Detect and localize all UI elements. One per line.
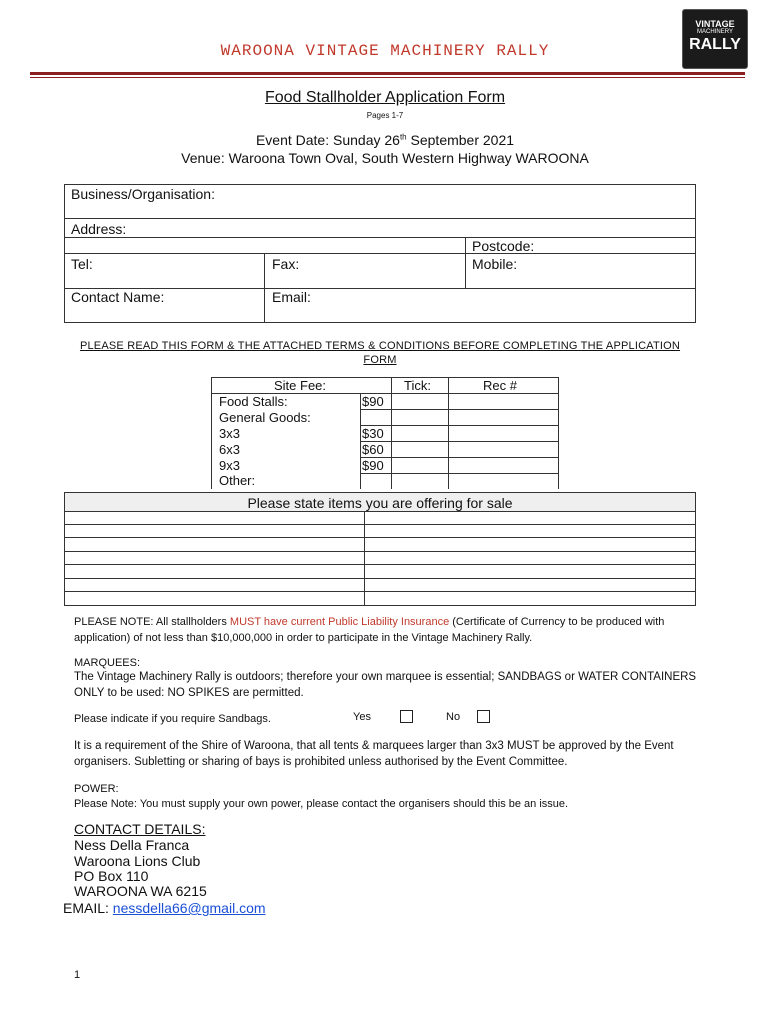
contact-name-field[interactable]: Contact Name: <box>71 289 165 305</box>
divider <box>360 441 559 442</box>
contact-po: PO Box 110 <box>74 868 149 884</box>
fee-row-price: $60 <box>362 442 384 457</box>
event-date <box>0 132 770 148</box>
contact-name: Ness Della Franca <box>74 837 190 853</box>
contact-title: CONTACT DETAILS: <box>74 821 206 837</box>
fee-row-price: $90 <box>362 394 384 409</box>
divider <box>64 524 696 525</box>
business-field[interactable]: Business/Organisation: <box>71 186 215 202</box>
marquees-text: The Vintage Machinery Rally is outdoors; therefore your own marquee is essential; SANDBAGS or WATER CONTAINERS ONLY to be used: NO SPIKES are permitted. <box>74 671 697 699</box>
insurance-pre: PLEASE NOTE: All stallholders <box>74 616 230 628</box>
divider <box>64 253 696 254</box>
divider <box>64 537 696 538</box>
venue: Venue: Waroona Town Oval, South Western Highway WAROONA <box>181 150 589 166</box>
divider <box>364 512 365 606</box>
logo-line-2: MACHINERY <box>697 29 733 35</box>
site-fee-header: Site Fee: <box>274 378 327 393</box>
divider <box>360 409 559 410</box>
insurance-note <box>74 614 704 646</box>
email-field[interactable]: Email: <box>272 289 311 305</box>
items-table-header: Please state items you are offering for sale <box>247 495 513 511</box>
fee-row-label: 9x3 <box>219 458 240 473</box>
page-number: 1 <box>74 969 81 981</box>
rec-header: Rec # <box>483 378 517 393</box>
fee-row-price: $90 <box>362 458 384 473</box>
divider <box>64 237 696 238</box>
event-date-prefix: Event Date: Sunday 26 <box>255 132 400 148</box>
fee-row-label: 6x3 <box>219 442 240 457</box>
fee-row-price: $30 <box>362 426 384 441</box>
sandbags-no-label: No <box>446 711 461 723</box>
divider <box>465 237 466 288</box>
header-rule-thin <box>30 77 745 78</box>
header-rule <box>30 72 745 75</box>
divider <box>391 377 392 489</box>
contact-town: WAROONA WA 6215 <box>74 883 207 899</box>
sandbags-question: Please indicate if you require Sandbags. <box>74 713 271 725</box>
logo-line-3: RALLY <box>689 36 741 53</box>
divider <box>360 457 559 458</box>
fee-row-label: Food Stalls: <box>219 394 288 409</box>
logo-line-1: VINTAGE <box>695 19 735 29</box>
header-title: WAROONA VINTAGE MACHINERY RALLY <box>220 42 550 60</box>
divider <box>64 551 696 552</box>
rally-logo <box>682 9 748 69</box>
insurance-highlight: MUST have current Public Liability Insurance <box>229 616 450 628</box>
divider <box>360 393 361 489</box>
email-link[interactable]: nessdella66@gmail.com <box>112 900 266 916</box>
mobile-field[interactable]: Mobile: <box>472 256 518 272</box>
insurance-post: (Certificate of Currency to be produced with application) of not less than $10,000,000 in order to participate in the Vintage Machinery Rally. <box>74 616 665 644</box>
tel-field[interactable]: Tel: <box>71 256 93 272</box>
email-label: EMAIL: <box>63 900 113 916</box>
event-date-sup: th <box>399 132 407 142</box>
read-terms-notice: PLEASE READ THIS FORM & THE ATTACHED TERMS & CONDITIONS BEFORE COMPLETING THE APPLICATION FORM <box>79 340 681 366</box>
pages-note: Pages 1-7 <box>366 111 404 120</box>
contact-org: Waroona Lions Club <box>74 853 201 869</box>
divider <box>64 218 696 219</box>
shire-requirement: It is a requirement of the Shire of Waroona, that all tents & marquees larger than 3x3 MUST be approved by the Event organisers. Subletting or sharing of bays is prohibited unless authorised by the Event Committee. <box>74 740 674 768</box>
divider <box>360 425 559 426</box>
divider <box>64 564 696 565</box>
sandbags-yes-checkbox[interactable] <box>400 710 413 723</box>
fee-row-label: General Goods: <box>219 410 311 425</box>
divider <box>64 578 696 579</box>
form-title: Food Stallholder Application Form <box>264 89 506 106</box>
fee-row-label: 3x3 <box>219 426 240 441</box>
address-field[interactable]: Address: <box>71 221 127 237</box>
sandbags-yes-label: Yes <box>353 711 371 723</box>
fee-row-label: Other: <box>219 473 256 488</box>
divider <box>448 377 449 489</box>
marquees-title: MARQUEES: <box>74 657 141 669</box>
divider <box>360 473 559 474</box>
postcode-field[interactable]: Postcode: <box>472 238 535 254</box>
fax-field[interactable]: Fax: <box>272 256 300 272</box>
power-text: Please Note: You must supply your own power, please contact the organisers should this be an issue. <box>74 798 569 810</box>
divider <box>64 591 696 592</box>
tick-header: Tick: <box>404 378 431 393</box>
sandbags-no-checkbox[interactable] <box>477 710 490 723</box>
divider <box>264 253 265 323</box>
event-date-suffix: September 2021 <box>406 132 515 148</box>
power-title: POWER: <box>74 783 119 795</box>
contact-email-line <box>63 901 266 917</box>
